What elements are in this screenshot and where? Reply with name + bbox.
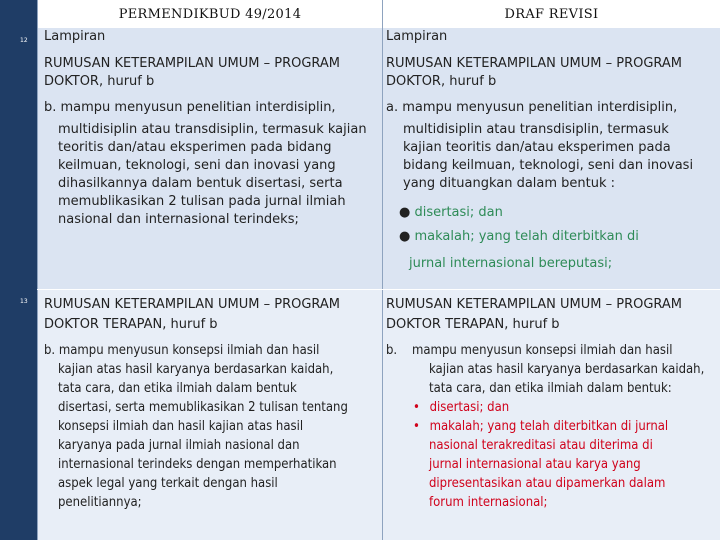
body-line: karyanya pada jurnal ilmiah nasional dan	[58, 438, 300, 453]
body-line: a. mampu menyusun penelitian interdisiplin,	[386, 100, 678, 115]
bullet-text-continuation: nasional terakreditasi atau diterima di	[429, 438, 653, 453]
body-line: konsepsi ilmiah dan hasil kajian atas hasil	[58, 419, 304, 434]
bullet-icon: •	[413, 419, 420, 434]
section-heading: DOKTOR TERAPAN, huruf b	[386, 317, 560, 332]
body-line: kajian teoritis dan/atau eksperimen pada	[403, 140, 671, 155]
bullet-item	[413, 399, 509, 417]
body-line: teoritis dan/atau eksperimen pada bidang	[58, 140, 332, 155]
cell-doktor-right	[383, 28, 720, 290]
bullet-text-continuation: dipresentasikan atau dipamerkan dalam	[429, 476, 666, 491]
bullet-text: disertasi; dan	[414, 205, 503, 220]
bullet-icon: ●	[399, 205, 411, 220]
body-line: internasional terindeks dengan memperhatikan	[58, 457, 337, 472]
body-line: b. mampu menyusun penelitian interdisiplin,	[44, 100, 336, 115]
body-line: disertasi, serta memublikasikan 2 tulisan tentang	[58, 400, 348, 415]
section-heading: RUMUSAN KETERAMPILAN UMUM – PROGRAM	[386, 56, 683, 71]
bullet-text: makalah; yang telah diterbitkan di	[414, 229, 639, 244]
body-line: keilmuan, teknologi, seni dan inovasi yang	[58, 158, 336, 173]
body-line: yang dituangkan dalam bentuk :	[403, 176, 616, 191]
body-line: dihasilkannya dalam bentuk disertasi, serta	[58, 176, 343, 191]
bullet-text: makalah; yang telah diterbitkan di jurnal	[429, 419, 669, 434]
body-line: mampu menyusun konsepsi ilmiah dan hasil	[412, 343, 673, 358]
list-marker: b.	[386, 343, 398, 358]
body-line: tata cara, dan etika ilmiah dalam bentuk:	[429, 381, 672, 396]
row-number-column	[0, 0, 37, 540]
bullet-text-continuation: jurnal internasional bereputasi;	[409, 256, 613, 271]
bullet-item	[413, 418, 668, 436]
cell-doktor-terapan-left	[38, 290, 382, 540]
section-heading: RUMUSAN KETERAMPILAN UMUM – PROGRAM	[44, 56, 341, 71]
bullet-text-continuation: forum internasional;	[429, 495, 548, 510]
column-header-right: DRAF REVISI	[383, 0, 720, 28]
bullet-text-continuation: jurnal internasional atau karya yang	[429, 457, 641, 472]
body-line: b. mampu menyusun konsepsi ilmiah dan hasil	[44, 343, 320, 358]
body-line: aspek legal yang terkait dengan hasil	[58, 476, 278, 491]
cell-doktor-left	[38, 28, 382, 290]
column-header-left: PERMENDIKBUD 49/2014	[38, 0, 382, 28]
body-line: tata cara, dan etika ilmiah dalam bentuk	[58, 381, 297, 396]
column-divider	[382, 0, 383, 540]
body-line: multidisiplin atau transdisiplin, termasuk	[403, 122, 669, 137]
section-heading: DOKTOR TERAPAN, huruf b	[44, 317, 218, 332]
bullet-icon: ●	[399, 229, 411, 244]
section-heading: DOKTOR, huruf b	[44, 74, 155, 89]
bullet-item	[399, 204, 503, 222]
body-line: multidisiplin atau transdisiplin, termasuk kajian	[58, 122, 367, 137]
body-line: bidang keilmuan, teknologi, seni dan inovasi	[403, 158, 694, 173]
body-line: memublikasikan 2 tulisan pada jurnal ilmiah	[58, 194, 346, 209]
body-line: penelitiannya;	[58, 495, 142, 510]
section-heading: RUMUSAN KETERAMPILAN UMUM – PROGRAM	[44, 297, 341, 312]
bullet-text: disertasi; dan	[429, 400, 510, 415]
row-number: 13	[20, 298, 28, 305]
lampiran-label: Lampiran	[386, 29, 448, 44]
body-line: nasional dan internasional terindeks;	[58, 212, 299, 227]
section-heading: DOKTOR, huruf b	[386, 74, 497, 89]
column-divider	[37, 0, 38, 540]
lampiran-label: Lampiran	[44, 29, 106, 44]
bullet-item	[399, 228, 639, 246]
row-number: 12	[20, 37, 28, 44]
cell-doktor-terapan-right	[383, 290, 720, 540]
row-divider	[37, 289, 720, 290]
bullet-icon: •	[413, 400, 420, 415]
section-heading: RUMUSAN KETERAMPILAN UMUM – PROGRAM	[386, 297, 683, 312]
body-line: kajian atas hasil karyanya berdasarkan kaidah,	[58, 362, 334, 377]
body-line: kajian atas hasil karyanya berdasarkan kaidah,	[429, 362, 705, 377]
